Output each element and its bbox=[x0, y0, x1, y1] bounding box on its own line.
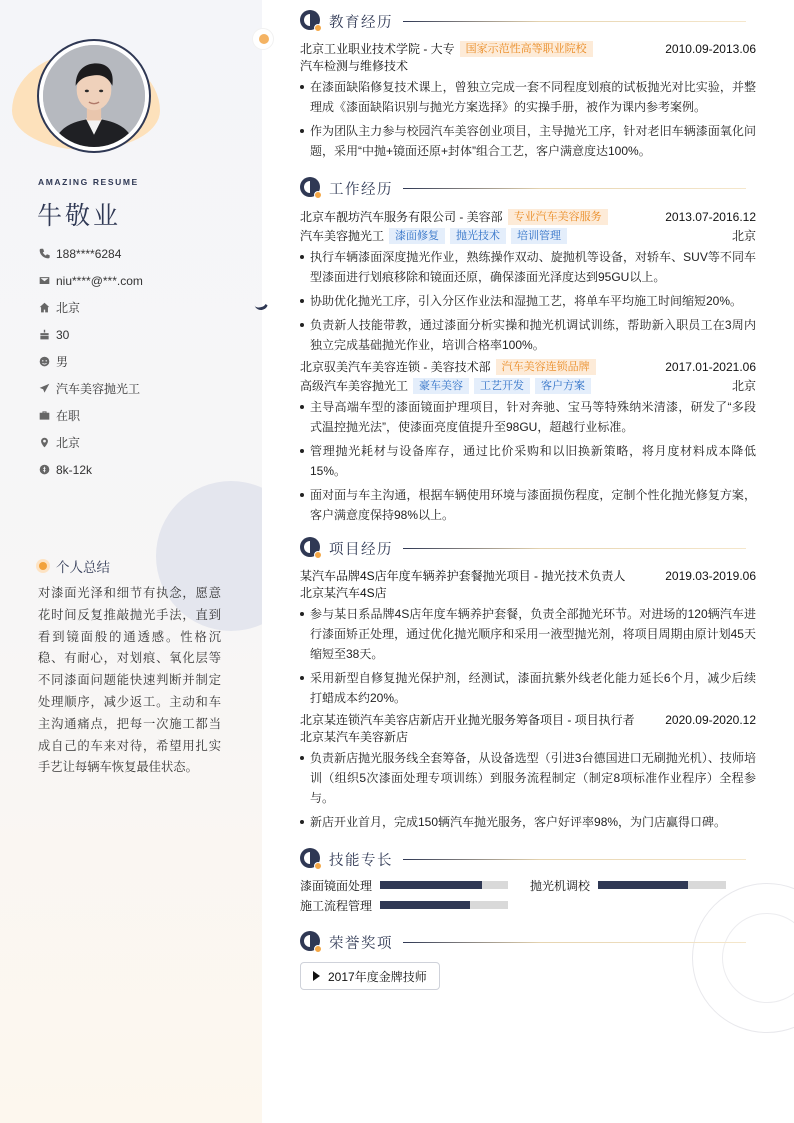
section-divider bbox=[403, 188, 746, 189]
info-phone bbox=[38, 240, 143, 267]
skill-bar-fill bbox=[380, 881, 482, 889]
cake-icon bbox=[38, 329, 50, 341]
section-icon bbox=[300, 537, 322, 559]
skill-item bbox=[300, 876, 530, 894]
list-item: 协助优化抛光工序，引入分区作业法和湿抛工艺，将单车平均施工时间缩短20%。 bbox=[300, 291, 756, 311]
project-date: 2020.09-2020.12 bbox=[665, 712, 756, 727]
contact-info-list bbox=[38, 240, 143, 483]
list-item: 负责新人技能带教，通过漆面分析实操和抛光机调试训练，帮助新入职员工在3周内独立完成基础抛光作业，培训合格率100%。 bbox=[300, 315, 756, 355]
skill-bar bbox=[380, 881, 508, 889]
avatar bbox=[43, 45, 145, 147]
briefcase-icon bbox=[38, 410, 50, 422]
project-name: 北京某连锁汽车美容店新店开业抛光服务筹备项目 - 项目执行者 bbox=[300, 713, 635, 727]
list-item: 在漆面缺陷修复技术课上，曾独立完成一套不同程度划痕的试板抛光对比实验，并整理成《漆面缺陷识别与抛光方案选择》的实操手册，被作为课内参考案例。 bbox=[300, 77, 756, 117]
play-triangle-icon bbox=[313, 971, 320, 981]
section-header bbox=[300, 848, 756, 870]
project-entry bbox=[300, 710, 756, 832]
project-bullets bbox=[300, 748, 756, 832]
section-icon bbox=[300, 848, 322, 870]
school-name: 北京工业职业技术学院 - 大专 bbox=[300, 42, 455, 56]
sidebar bbox=[0, 0, 262, 1123]
company-tag: 专业汽车美容服务 bbox=[508, 209, 608, 225]
job-date: 2013.07-2016.12 bbox=[665, 209, 756, 224]
job-header bbox=[300, 357, 756, 376]
skill-tag: 工艺开发 bbox=[474, 378, 530, 394]
list-item: 执行车辆漆面深度抛光作业，熟练操作双动、旋抛机等设备，对轿车、SUV等不同车型漆面进行划痕移除和镜面还原，确保漆面光泽度达到95GU以上。 bbox=[300, 247, 756, 287]
info-gender bbox=[38, 348, 143, 375]
skill-name: 抛光机调校 bbox=[530, 878, 591, 893]
email-text: niu****@***.com bbox=[56, 273, 143, 288]
education-date: 2010.09-2013.06 bbox=[665, 41, 756, 56]
job-city: 北京 bbox=[731, 229, 756, 243]
info-status bbox=[38, 402, 143, 429]
skill-name: 漆面镜面处理 bbox=[300, 878, 373, 893]
section-title: 技能专长 bbox=[329, 852, 393, 869]
gender-text: 男 bbox=[56, 355, 69, 369]
skill-bar bbox=[598, 881, 726, 889]
resume-tagline: AMAZING RESUME bbox=[38, 177, 139, 187]
school-tag: 国家示范性高等职业院校 bbox=[460, 41, 593, 57]
list-item: 管理抛光耗材与设备库存，通过比价采购和以旧换新策略，将月度材料成本降低15%。 bbox=[300, 441, 756, 481]
section-title: 荣誉奖项 bbox=[329, 935, 393, 952]
phone-text: 188****6284 bbox=[56, 246, 122, 261]
skill-item bbox=[530, 876, 756, 894]
award-badge bbox=[300, 962, 440, 990]
section-divider bbox=[403, 21, 746, 22]
list-item: 负责新店抛光服务线全套筹备，从设备选型（引进3台德国进口无刷抛光机）、技师培训（组织5次漆面处理专项训练）到服务流程制定（制定8项标准作业程序）全程参与。 bbox=[300, 748, 756, 808]
section-header bbox=[300, 177, 756, 199]
project-name: 某汽车品牌4S店年度车辆养护套餐抛光项目 - 抛光技术负责人 bbox=[300, 569, 626, 583]
phone-icon bbox=[38, 248, 50, 260]
job-position-row bbox=[300, 376, 756, 395]
project-bullets bbox=[300, 604, 756, 708]
section-title: 教育经历 bbox=[329, 14, 393, 31]
section-icon bbox=[300, 931, 322, 953]
home-icon bbox=[38, 302, 50, 314]
skill-name: 施工流程管理 bbox=[300, 898, 373, 913]
job-entry bbox=[300, 207, 756, 355]
gender-icon bbox=[38, 356, 50, 368]
education-row bbox=[300, 39, 756, 58]
project-header bbox=[300, 566, 756, 585]
company-name: 北京驭美汽车美容连锁 - 美容技术部 bbox=[300, 360, 491, 374]
send-icon bbox=[38, 383, 50, 395]
project-date: 2019.03-2019.06 bbox=[665, 568, 756, 583]
skill-bar bbox=[380, 901, 508, 909]
section-title: 工作经历 bbox=[329, 181, 393, 198]
section-icon bbox=[300, 10, 322, 32]
company-name: 北京车靓坊汽车服务有限公司 - 美容部 bbox=[300, 210, 503, 224]
info-position bbox=[38, 375, 143, 402]
residence-text: 北京 bbox=[56, 301, 81, 315]
section-title: 项目经历 bbox=[329, 541, 393, 558]
list-item: 采用新型自修复抛光保护剂，经测试，漆面抗紫外线老化能力延长6个月，减少后续打蜡成本约20%。 bbox=[300, 668, 756, 708]
mail-icon bbox=[38, 275, 50, 287]
section-divider bbox=[403, 942, 746, 943]
salary-icon bbox=[38, 464, 50, 476]
job-position-row bbox=[300, 226, 756, 245]
skills-grid bbox=[300, 876, 756, 914]
job-position: 高级汽车美容抛光工 bbox=[300, 379, 409, 393]
education-section bbox=[300, 10, 756, 165]
candidate-name: 牛敬业 bbox=[37, 201, 122, 230]
company-tag: 汽车美容连锁品牌 bbox=[496, 359, 596, 375]
award-name: 2017年度金牌技师 bbox=[328, 969, 427, 984]
section-header bbox=[300, 10, 756, 32]
job-entry bbox=[300, 357, 756, 525]
job-position: 汽车美容抛光工 bbox=[300, 229, 385, 243]
section-icon bbox=[300, 177, 322, 199]
section-divider bbox=[403, 548, 746, 549]
project-org: 北京某汽车4S店 bbox=[300, 586, 387, 600]
honors-section bbox=[300, 931, 756, 990]
project-header bbox=[300, 710, 756, 729]
skill-tag: 客户方案 bbox=[535, 378, 591, 394]
job-bullets bbox=[300, 247, 756, 355]
summary-header bbox=[36, 556, 110, 576]
section-header bbox=[300, 931, 756, 953]
projects-section bbox=[300, 537, 756, 836]
info-residence bbox=[38, 294, 143, 321]
section-divider bbox=[403, 859, 746, 860]
education-bullets bbox=[300, 77, 756, 161]
decorative-dot bbox=[252, 28, 274, 50]
skill-tag: 培训管理 bbox=[511, 228, 567, 244]
skill-tag: 豪车美容 bbox=[413, 378, 469, 394]
job-city: 北京 bbox=[731, 379, 756, 393]
status-text: 在职 bbox=[56, 409, 81, 423]
location-pin-icon bbox=[38, 437, 50, 449]
summary-text: 对漆面光泽和细节有执念，愿意花时间反复推敲抛光手法，直到看到镜面般的通透感。性格沉稳、有耐心，对划痕、氧化层等不同漆面问题能快速判断并制定处理顺序，减少返工。主动和车主沟通痛点，把每一次施工都当成自己的车来对待，希望用扎实手艺让每辆车恢复最佳状态。 bbox=[38, 586, 221, 775]
list-item: 新店开业首月，完成150辆汽车抛光服务，客户好评率98%，为门店赢得口碑。 bbox=[300, 812, 756, 832]
info-email bbox=[38, 267, 143, 294]
list-item: 作为团队主力参与校园汽车美容创业项目，主导抛光工序，针对老旧车辆漆面氧化问题，采用“中抛+镜面还原+封体”组合工艺，客户满意度达100%。 bbox=[300, 121, 756, 161]
major-name: 汽车检测与维修技术 bbox=[300, 59, 409, 73]
info-target-city bbox=[38, 429, 143, 456]
avatar-portrait bbox=[43, 45, 145, 147]
age-text: 30 bbox=[56, 327, 70, 342]
skill-tag: 抛光技术 bbox=[450, 228, 506, 244]
work-section bbox=[300, 177, 756, 529]
skill-tag: 漆面修复 bbox=[389, 228, 445, 244]
skill-item bbox=[300, 896, 530, 914]
list-item: 面对面与车主沟通，根据车辆使用环境与漆面损伤程度，定制个性化抛光修复方案，客户满意度保持98%以上。 bbox=[300, 485, 756, 525]
summary-title: 个人总结 bbox=[56, 560, 110, 575]
target-city-text: 北京 bbox=[56, 436, 81, 450]
avatar-frame bbox=[37, 39, 151, 153]
section-header bbox=[300, 537, 756, 559]
job-bullets bbox=[300, 397, 756, 525]
skill-bar-fill bbox=[380, 901, 470, 909]
job-header bbox=[300, 207, 756, 226]
list-item: 参与某日系品牌4S店年度车辆养护套餐，负责全部抛光环节。对进场的120辆汽车进行漆面矫正处理，通过优化抛光顺序和采用一液型抛光剂，将项目周期由原计划45天缩短至38天。 bbox=[300, 604, 756, 664]
info-age bbox=[38, 321, 143, 348]
project-entry bbox=[300, 566, 756, 708]
project-org: 北京某汽车美容新店 bbox=[300, 730, 409, 744]
list-item: 主导高端车型的漆面镜面护理项目，针对奔驰、宝马等特殊纳米清漆，研发了“多段式温控抛光法”，使漆面亮度值提升至98GU，超越行业标准。 bbox=[300, 397, 756, 437]
job-date: 2017.01-2021.06 bbox=[665, 359, 756, 374]
skill-bar-fill bbox=[598, 881, 688, 889]
info-salary bbox=[38, 456, 143, 483]
position-text: 汽车美容抛光工 bbox=[56, 382, 141, 396]
skills-section bbox=[300, 848, 756, 914]
salary-text: 8k-12k bbox=[56, 462, 93, 477]
summary-dot-icon bbox=[36, 559, 50, 573]
